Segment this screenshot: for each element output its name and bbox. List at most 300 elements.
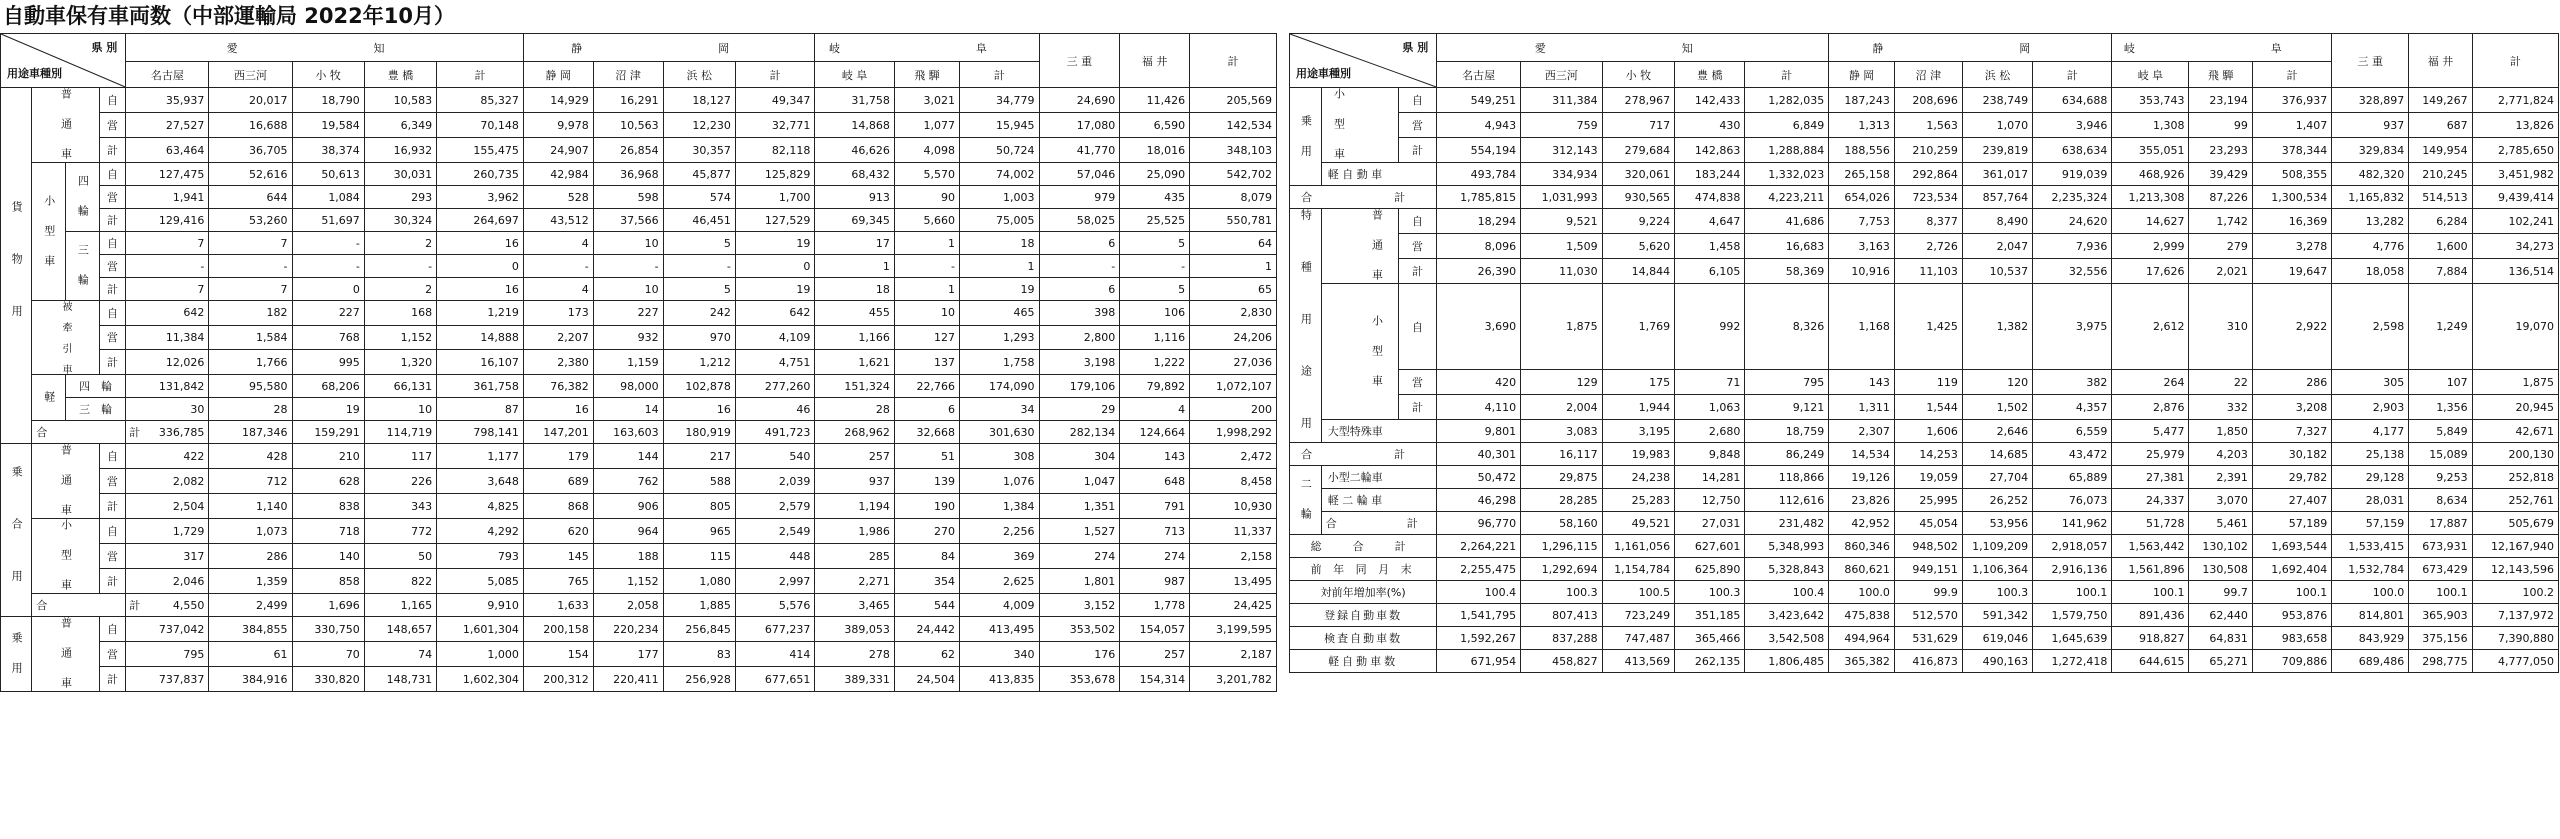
data-cell: 550,781 <box>1190 209 1277 232</box>
data-cell: 2,918,057 <box>2033 535 2112 558</box>
kind-label: 自 <box>99 301 126 326</box>
data-cell: 317 <box>126 544 209 569</box>
data-cell: 1,063 <box>1675 395 1745 420</box>
data-cell: 10 <box>894 301 959 326</box>
data-cell: 27,031 <box>1675 512 1745 535</box>
data-cell: 175 <box>1602 370 1675 395</box>
data-cell: 389,331 <box>815 667 895 692</box>
row-group-kei: 軽 <box>32 375 66 421</box>
data-cell: 1,766 <box>209 350 292 375</box>
data-cell: 1,592,267 <box>1437 627 1521 650</box>
data-cell: 62 <box>894 642 959 667</box>
data-cell: 14,868 <box>815 113 895 138</box>
data-cell: 64,831 <box>2189 627 2252 650</box>
data-cell: 61 <box>209 642 292 667</box>
data-cell: 129,416 <box>126 209 209 232</box>
data-cell: 1,527 <box>1039 519 1120 544</box>
data-cell: 4,098 <box>894 138 959 163</box>
data-cell: 1,313 <box>1829 113 1895 138</box>
data-cell: 1,382 <box>1962 284 2032 370</box>
data-cell: 2 <box>364 232 436 255</box>
data-cell: 200,158 <box>523 617 593 642</box>
data-cell: 14,534 <box>1829 443 1895 466</box>
data-cell: 1,109,209 <box>1962 535 2032 558</box>
data-cell: 422 <box>126 444 209 469</box>
row-label-tokushu-total: 合 計 <box>1290 443 1437 466</box>
data-cell: 1,384 <box>959 494 1039 519</box>
data-cell: 83 <box>663 642 735 667</box>
data-cell: 27,527 <box>126 113 209 138</box>
data-cell: 36,968 <box>593 163 663 186</box>
data-cell: 1,282,035 <box>1745 88 1829 113</box>
data-cell: 58,160 <box>1521 512 1603 535</box>
row-group-kogata: 小 型 車 <box>32 163 66 301</box>
data-cell: 3,946 <box>2033 113 2112 138</box>
city-header: 計 <box>1745 62 1829 88</box>
data-cell: 677,651 <box>735 667 815 692</box>
data-cell: 200,312 <box>523 667 593 692</box>
data-cell: 100.2 <box>2472 581 2558 604</box>
city-header: 豊 橋 <box>364 62 436 88</box>
data-cell: 16 <box>663 398 735 421</box>
data-cell: 239,819 <box>1962 138 2032 163</box>
data-cell: 177 <box>593 642 663 667</box>
table-row <box>1290 88 2559 113</box>
data-cell: 1,296,115 <box>1521 535 1603 558</box>
data-cell: 1,621 <box>815 350 895 375</box>
table-row <box>1 88 1277 113</box>
data-cell: 1,219 <box>437 301 524 326</box>
data-cell: 74 <box>364 642 436 667</box>
data-cell: 4,357 <box>2033 395 2112 420</box>
kind-label: 営 <box>1398 370 1437 395</box>
data-cell: 210 <box>292 444 364 469</box>
data-cell: 2,264,221 <box>1437 535 1521 558</box>
data-cell: 23,293 <box>2189 138 2252 163</box>
pref-header-gifu: 岐 阜 <box>2112 34 2332 62</box>
data-cell: 330,750 <box>292 617 364 642</box>
data-cell: 1,986 <box>815 519 895 544</box>
data-cell: 100.1 <box>2112 581 2189 604</box>
pref-header-shizuoka: 静 岡 <box>1829 34 2112 62</box>
data-cell: 2,504 <box>126 494 209 519</box>
data-cell: 100.4 <box>1437 581 1521 604</box>
data-cell: 63,464 <box>126 138 209 163</box>
table-row <box>1 421 1277 444</box>
data-cell: 252,761 <box>2472 489 2558 512</box>
data-cell: 353,502 <box>1039 617 1120 642</box>
city-header: 計 <box>959 62 1039 88</box>
data-cell: 2,047 <box>1962 234 2032 259</box>
data-cell: 18,016 <box>1120 138 1190 163</box>
data-cell: 3,083 <box>1521 420 1603 443</box>
data-cell: 163,603 <box>593 421 663 444</box>
data-cell: 38,374 <box>292 138 364 163</box>
data-cell: 142,433 <box>1675 88 1745 113</box>
data-cell: 217 <box>663 444 735 469</box>
data-cell: 3,021 <box>894 88 959 113</box>
data-cell: 948,502 <box>1894 535 1962 558</box>
data-cell: 8,458 <box>1190 469 1277 494</box>
data-cell: 14,888 <box>437 325 524 350</box>
data-cell: 918,827 <box>2112 627 2189 650</box>
data-cell: 32,771 <box>735 113 815 138</box>
data-cell: 30,324 <box>364 209 436 232</box>
section-label-jouyou: 乗 用 <box>1 617 32 692</box>
row-label-kei-sanrin: 三 輪 <box>66 398 126 421</box>
data-cell: 17 <box>815 232 895 255</box>
data-cell: 712 <box>209 469 292 494</box>
data-cell: 7 <box>209 278 292 301</box>
data-cell: 19 <box>959 278 1039 301</box>
data-cell: 1,533,415 <box>2332 535 2409 558</box>
table-row <box>1290 259 2559 284</box>
data-cell: 1,875 <box>2472 370 2558 395</box>
data-cell: 154,314 <box>1120 667 1190 692</box>
data-cell: 19,584 <box>292 113 364 138</box>
data-cell: 1,000 <box>437 642 524 667</box>
data-cell: 4 <box>523 278 593 301</box>
data-cell: 1,222 <box>1120 350 1190 375</box>
data-cell: 125,829 <box>735 163 815 186</box>
data-cell: 174,090 <box>959 375 1039 398</box>
data-cell: 619,046 <box>1962 627 2032 650</box>
section-label-tokushu: 特 種 用 途 用 <box>1290 209 1322 443</box>
data-cell: 27,381 <box>2112 466 2189 489</box>
data-cell: 2,549 <box>735 519 815 544</box>
table-row <box>1290 558 2559 581</box>
row-label-prev-year: 前 年 同 月 末 <box>1290 558 1437 581</box>
data-cell: 354 <box>894 569 959 594</box>
data-cell: 279,684 <box>1602 138 1675 163</box>
data-cell: 99.9 <box>1894 581 1962 604</box>
data-cell: 13,826 <box>2472 113 2558 138</box>
data-cell: 2,800 <box>1039 325 1120 350</box>
data-cell: 19 <box>735 232 815 255</box>
data-cell: 145 <box>523 544 593 569</box>
data-cell: 293 <box>364 186 436 209</box>
data-cell: 413,835 <box>959 667 1039 692</box>
city-header: 静 岡 <box>523 62 593 88</box>
table-row <box>1290 489 2559 512</box>
data-cell: 3,152 <box>1039 594 1120 617</box>
data-cell: 723,534 <box>1894 186 1962 209</box>
data-cell: 19,126 <box>1829 466 1895 489</box>
data-cell: 25,995 <box>1894 489 1962 512</box>
data-cell: 28,285 <box>1521 489 1603 512</box>
data-cell: 455 <box>815 301 895 326</box>
data-cell: 142,534 <box>1190 113 1277 138</box>
data-cell: 262,135 <box>1675 650 1745 673</box>
data-cell: 40,301 <box>1437 443 1521 466</box>
table-row <box>1290 113 2559 138</box>
data-cell: 987 <box>1120 569 1190 594</box>
row-label-touroku: 登録自動車数 <box>1290 604 1437 627</box>
table-row <box>1 642 1277 667</box>
data-cell: 1,300,534 <box>2252 186 2331 209</box>
data-cell: 2,903 <box>2332 395 2409 420</box>
data-cell: 1,998,292 <box>1190 421 1277 444</box>
data-cell: 949,151 <box>1894 558 1962 581</box>
data-cell: 25,283 <box>1602 489 1675 512</box>
data-cell: 140 <box>292 544 364 569</box>
data-cell: 642 <box>126 301 209 326</box>
data-cell: 0 <box>437 255 524 278</box>
data-cell: 3,201,782 <box>1190 667 1277 692</box>
data-cell: 12,750 <box>1675 489 1745 512</box>
data-cell: 298,775 <box>2409 650 2472 673</box>
table-row <box>1290 186 2559 209</box>
data-cell: - <box>126 255 209 278</box>
data-cell: 142,863 <box>1675 138 1745 163</box>
kind-label: 営 <box>99 325 126 350</box>
pref-header-aichi: 愛 知 <box>126 34 524 62</box>
row-group-futsu: 普 通 車 <box>32 617 99 692</box>
data-cell: 860,346 <box>1829 535 1895 558</box>
data-cell: 274 <box>1120 544 1190 569</box>
data-cell: 4,550 <box>126 594 209 617</box>
data-cell: 25,138 <box>2332 443 2409 466</box>
data-cell: 2,235,324 <box>2033 186 2112 209</box>
data-cell: 891,436 <box>2112 604 2189 627</box>
data-cell: 176 <box>1039 642 1120 667</box>
data-cell: 90 <box>894 186 959 209</box>
pref-header-fukui: 福 井 <box>2409 34 2472 88</box>
data-cell: 2,499 <box>209 594 292 617</box>
data-cell: 95,580 <box>209 375 292 398</box>
data-cell: 365,903 <box>2409 604 2472 627</box>
data-cell: 151,324 <box>815 375 895 398</box>
data-cell: 2,997 <box>735 569 815 594</box>
pref-header-total: 計 <box>1190 34 1277 88</box>
row-group-futsu: 普 通 車 <box>32 88 99 163</box>
data-cell: 1,458 <box>1675 234 1745 259</box>
data-cell: 51 <box>894 444 959 469</box>
data-cell: 8,326 <box>1745 284 1829 370</box>
row-label-kei-shirin: 四 輪 <box>66 375 126 398</box>
data-cell: 1,785,815 <box>1437 186 1521 209</box>
data-cell: 494,964 <box>1829 627 1895 650</box>
data-cell: 23,826 <box>1829 489 1895 512</box>
row-label-kei-nirin: 軽 二 輪 車 <box>1321 489 1437 512</box>
data-cell: 154 <box>523 642 593 667</box>
corner-bottom-label: 用途車種別 <box>7 67 62 80</box>
data-cell: 413,495 <box>959 617 1039 642</box>
data-cell: 6,105 <box>1675 259 1745 284</box>
data-cell: 82,118 <box>735 138 815 163</box>
data-cell: 155,475 <box>437 138 524 163</box>
data-cell: 528 <box>523 186 593 209</box>
data-cell: 5 <box>1120 232 1190 255</box>
data-cell: 4,110 <box>1437 395 1521 420</box>
data-cell: 84 <box>894 544 959 569</box>
data-cell: 143 <box>1120 444 1190 469</box>
data-cell: 312,143 <box>1521 138 1603 163</box>
city-header: 西三河 <box>1521 62 1603 88</box>
data-cell: 311,384 <box>1521 88 1603 113</box>
kind-label: 営 <box>1398 234 1437 259</box>
kind-label: 計 <box>99 209 126 232</box>
data-cell: 117 <box>364 444 436 469</box>
data-cell: 5,461 <box>2189 512 2252 535</box>
data-cell: 1,801 <box>1039 569 1120 594</box>
data-cell: 860,621 <box>1829 558 1895 581</box>
kind-label: 自 <box>1398 88 1437 113</box>
data-cell: 148,731 <box>364 667 436 692</box>
data-cell: 1,561,896 <box>2112 558 2189 581</box>
data-cell: 3,163 <box>1829 234 1895 259</box>
data-cell: 154,057 <box>1120 617 1190 642</box>
data-cell: 709,886 <box>2252 650 2331 673</box>
data-cell: 2,039 <box>735 469 815 494</box>
data-cell: 15,945 <box>959 113 1039 138</box>
data-cell: 772 <box>364 519 436 544</box>
pref-header-shizuoka: 静 岡 <box>523 34 815 62</box>
data-cell: 286 <box>2252 370 2331 395</box>
data-cell: 2,207 <box>523 325 593 350</box>
data-cell: 965 <box>663 519 735 544</box>
data-cell: 210,259 <box>1894 138 1962 163</box>
data-cell: 448 <box>735 544 815 569</box>
data-cell: 1,729 <box>126 519 209 544</box>
data-cell: 7,390,880 <box>2472 627 2558 650</box>
data-cell: 58,369 <box>1745 259 1829 284</box>
data-cell: 102,241 <box>2472 209 2558 234</box>
data-cell: 677,237 <box>735 617 815 642</box>
data-cell: 430 <box>1675 113 1745 138</box>
data-cell: 18 <box>959 232 1039 255</box>
data-cell: 19 <box>292 398 364 421</box>
data-cell: 100.0 <box>2332 581 2409 604</box>
data-cell: 375,156 <box>2409 627 2472 650</box>
data-cell: 53,956 <box>1962 512 2032 535</box>
data-cell: 4,647 <box>1675 209 1745 234</box>
city-header: 計 <box>2252 62 2331 88</box>
data-cell: 332 <box>2189 395 2252 420</box>
data-cell: 508,355 <box>2252 163 2331 186</box>
data-cell: 320,061 <box>1602 163 1675 186</box>
data-cell: 468,926 <box>2112 163 2189 186</box>
data-cell: 361,017 <box>1962 163 2032 186</box>
data-cell: 69,345 <box>815 209 895 232</box>
data-cell: 334,934 <box>1521 163 1603 186</box>
table-row <box>1 278 1277 301</box>
data-cell: 937 <box>2332 113 2409 138</box>
kind-label: 自 <box>99 617 126 642</box>
data-cell: 41,686 <box>1745 209 1829 234</box>
data-cell: 3,451,982 <box>2472 163 2558 186</box>
kind-label: 計 <box>1398 395 1437 420</box>
data-cell: - <box>209 255 292 278</box>
kind-label: 計 <box>1398 138 1437 163</box>
data-cell: 723,249 <box>1602 604 1675 627</box>
data-cell: 718 <box>292 519 364 544</box>
data-cell: 1,320 <box>364 350 436 375</box>
row-group-kogata: 小 型 車 <box>32 519 99 594</box>
data-cell: 1,944 <box>1602 395 1675 420</box>
data-cell: 361,758 <box>437 375 524 398</box>
corner-bottom-label: 用途車種別 <box>1296 67 1351 80</box>
data-cell: 1,194 <box>815 494 895 519</box>
data-cell: 689,486 <box>2332 650 2409 673</box>
data-cell: 187,346 <box>209 421 292 444</box>
data-cell: 14 <box>593 398 663 421</box>
data-cell: - <box>1039 255 1120 278</box>
city-header: 名古屋 <box>1437 62 1521 88</box>
data-cell: 1,177 <box>437 444 524 469</box>
data-cell: 18,790 <box>292 88 364 113</box>
data-cell: 100.1 <box>2033 581 2112 604</box>
data-cell: 292,864 <box>1894 163 1962 186</box>
data-cell: 540 <box>735 444 815 469</box>
table-row <box>1 163 1277 186</box>
data-cell: 930,565 <box>1602 186 1675 209</box>
row-group-hiken: 被 牽 引 車 <box>32 301 99 375</box>
data-cell: 50 <box>364 544 436 569</box>
data-cell: 2,916,136 <box>2033 558 2112 581</box>
data-cell: 798,141 <box>437 421 524 444</box>
city-header: 計 <box>735 62 815 88</box>
data-cell: 42,984 <box>523 163 593 186</box>
data-cell: 8,079 <box>1190 186 1277 209</box>
data-cell: 10 <box>593 232 663 255</box>
left-stats-table <box>0 33 1277 692</box>
data-cell: 25,525 <box>1120 209 1190 232</box>
row-subgroup-sanrin: 三 輪 <box>66 232 100 301</box>
data-cell: 4,776 <box>2332 234 2409 259</box>
data-cell: 654,026 <box>1829 186 1895 209</box>
data-cell: 351,185 <box>1675 604 1745 627</box>
data-cell: 24,690 <box>1039 88 1120 113</box>
data-cell: 857,764 <box>1962 186 2032 209</box>
data-cell: - <box>292 232 364 255</box>
data-cell: 1,152 <box>593 569 663 594</box>
data-cell: 2,472 <box>1190 444 1277 469</box>
data-cell: 759 <box>1521 113 1603 138</box>
table-row <box>1 255 1277 278</box>
data-cell: 376,937 <box>2252 88 2331 113</box>
row-label-kogata-nirin: 小型二輪車 <box>1321 466 1437 489</box>
table-row <box>1290 581 2559 604</box>
data-cell: 1,332,023 <box>1745 163 1829 186</box>
data-cell: 30,031 <box>364 163 436 186</box>
row-group-futsu: 普 通 車 <box>32 444 99 519</box>
city-header: 浜 松 <box>1962 62 2032 88</box>
kind-label: 計 <box>1398 259 1437 284</box>
data-cell: 353,743 <box>2112 88 2189 113</box>
data-cell: 32,556 <box>2033 259 2112 284</box>
data-cell: 147,201 <box>523 421 593 444</box>
data-cell: 913 <box>815 186 895 209</box>
table-row <box>1 350 1277 375</box>
city-header: 沼 津 <box>593 62 663 88</box>
data-cell: 628 <box>292 469 364 494</box>
data-cell: 1 <box>815 255 895 278</box>
kind-label: 営 <box>99 642 126 667</box>
data-cell: 87,226 <box>2189 186 2252 209</box>
data-cell: 1,602,304 <box>437 667 524 692</box>
data-cell: 6 <box>894 398 959 421</box>
data-cell: 37,566 <box>593 209 663 232</box>
city-header: 小 牧 <box>1602 62 1675 88</box>
data-cell: 14,627 <box>2112 209 2189 234</box>
data-cell: - <box>663 255 735 278</box>
data-cell: 1,165 <box>364 594 436 617</box>
data-cell: 45,054 <box>1894 512 1962 535</box>
data-cell: 9,253 <box>2409 466 2472 489</box>
data-cell: 112,616 <box>1745 489 1829 512</box>
data-cell: 843,929 <box>2332 627 2409 650</box>
